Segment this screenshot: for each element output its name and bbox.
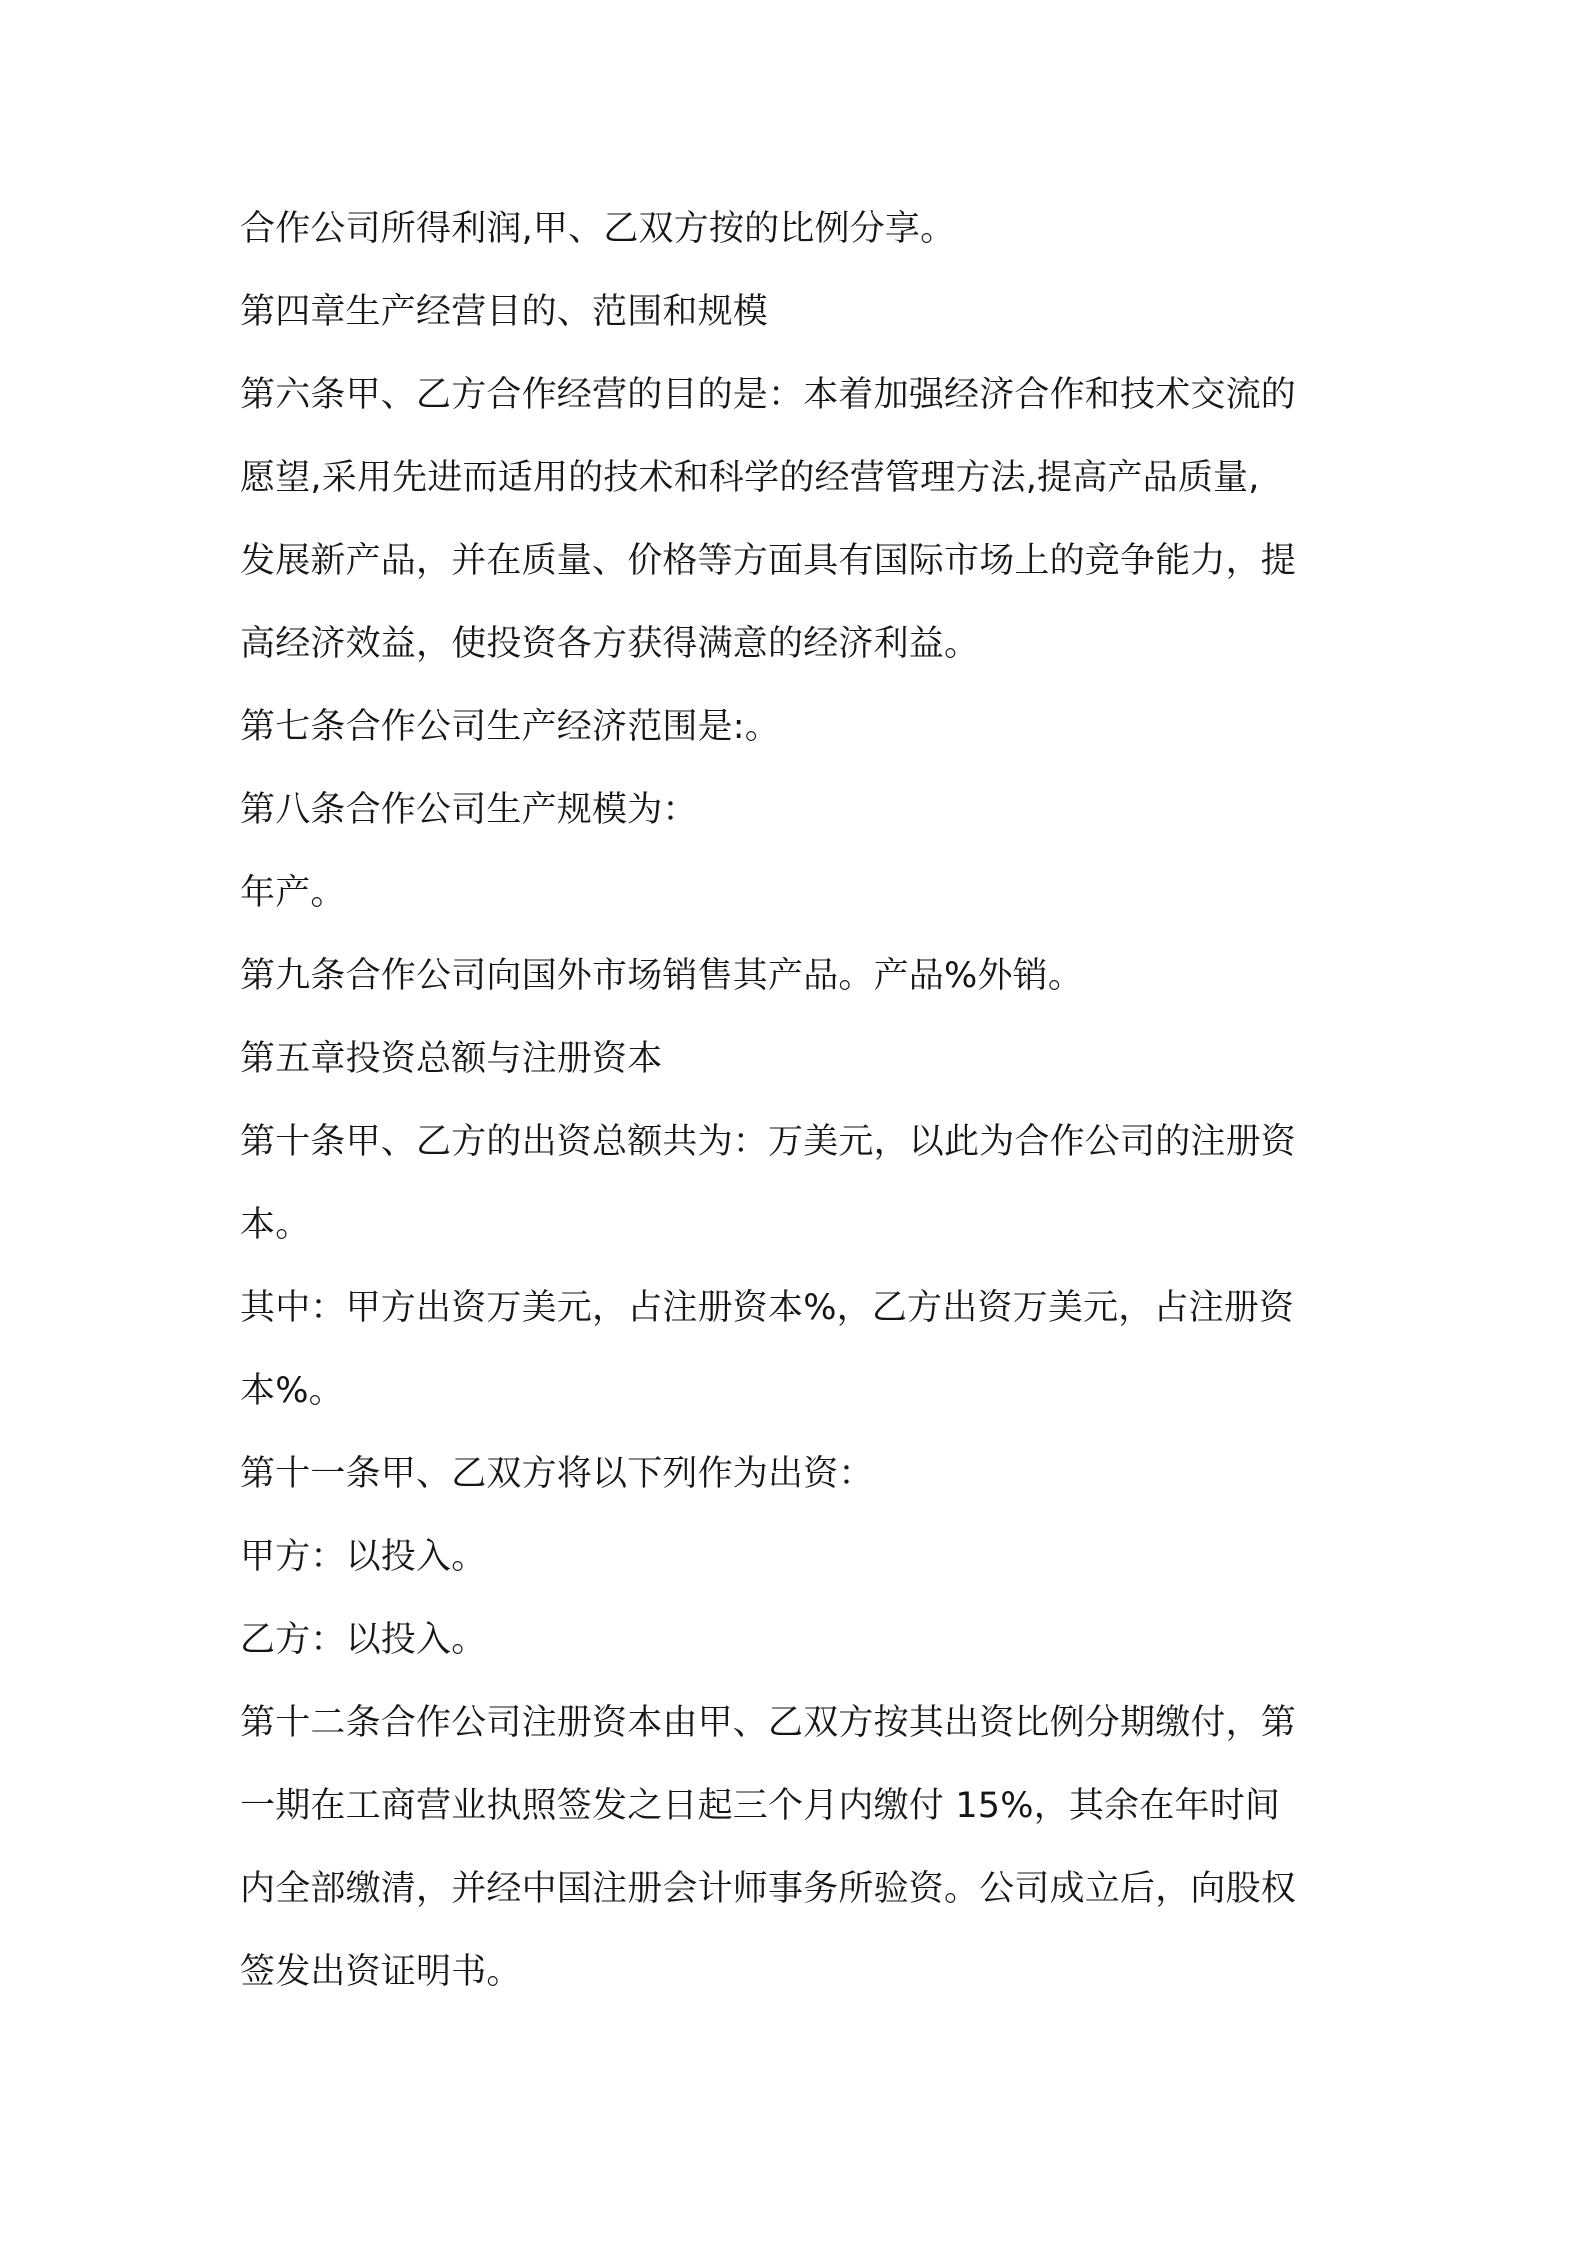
text-line: 发展新产品，并在质量、价格等方面具有国际市场上的竞争能力，提 bbox=[240, 541, 1297, 581]
text-line: 第十条甲、乙方的出资总额共为：万美元，以此为合作公司的注册资 bbox=[240, 1122, 1297, 1162]
text-line: 第十一条甲、乙双方将以下列作为出资： bbox=[240, 1454, 874, 1494]
text-line: 高经济效益，使投资各方获得满意的经济利益。 bbox=[240, 624, 980, 664]
text-line: 乙方：以投入。 bbox=[240, 1620, 487, 1660]
text-line: 第九条合作公司向国外市场销售其产品。产品%外销。 bbox=[240, 956, 1084, 996]
text-line: 本。 bbox=[240, 1205, 311, 1245]
text-line: 愿望,采用先进而适用的技术和科学的经营管理方法,提高产品质量, bbox=[240, 458, 1260, 498]
text-line: 合作公司所得利润,甲、乙双方按的比例分享。 bbox=[240, 209, 956, 249]
chapter-heading: 第五章投资总额与注册资本 bbox=[240, 1039, 663, 1079]
text-line: 本%。 bbox=[240, 1371, 344, 1411]
chapter-heading: 第四章生产经营目的、范围和规模 bbox=[240, 292, 769, 332]
text-line: 年产。 bbox=[240, 873, 346, 913]
text-line: 签发出资证明书。 bbox=[240, 1952, 522, 1992]
text-line: 第八条合作公司生产规模为： bbox=[240, 790, 698, 830]
text-line: 内全部缴清，并经中国注册会计师事务所验资。公司成立后，向股权 bbox=[240, 1869, 1297, 1909]
text-line: 第六条甲、乙方合作经营的目的是：本着加强经济合作和技术交流的 bbox=[240, 375, 1297, 415]
text-line: 其中：甲方出资万美元，占注册资本%，乙方出资万美元，占注册资 bbox=[240, 1288, 1295, 1328]
text-line: 第七条合作公司生产经济范围是:。 bbox=[240, 707, 780, 747]
text-line: 甲方：以投入。 bbox=[240, 1537, 487, 1577]
text-line: 第十二条合作公司注册资本由甲、乙双方按其出资比例分期缴付，第 bbox=[240, 1703, 1297, 1743]
text-line: 一期在工商营业执照签发之日起三个月内缴付 15%，其余在年时间 bbox=[240, 1786, 1281, 1826]
document-body bbox=[240, 197, 1350, 2023]
